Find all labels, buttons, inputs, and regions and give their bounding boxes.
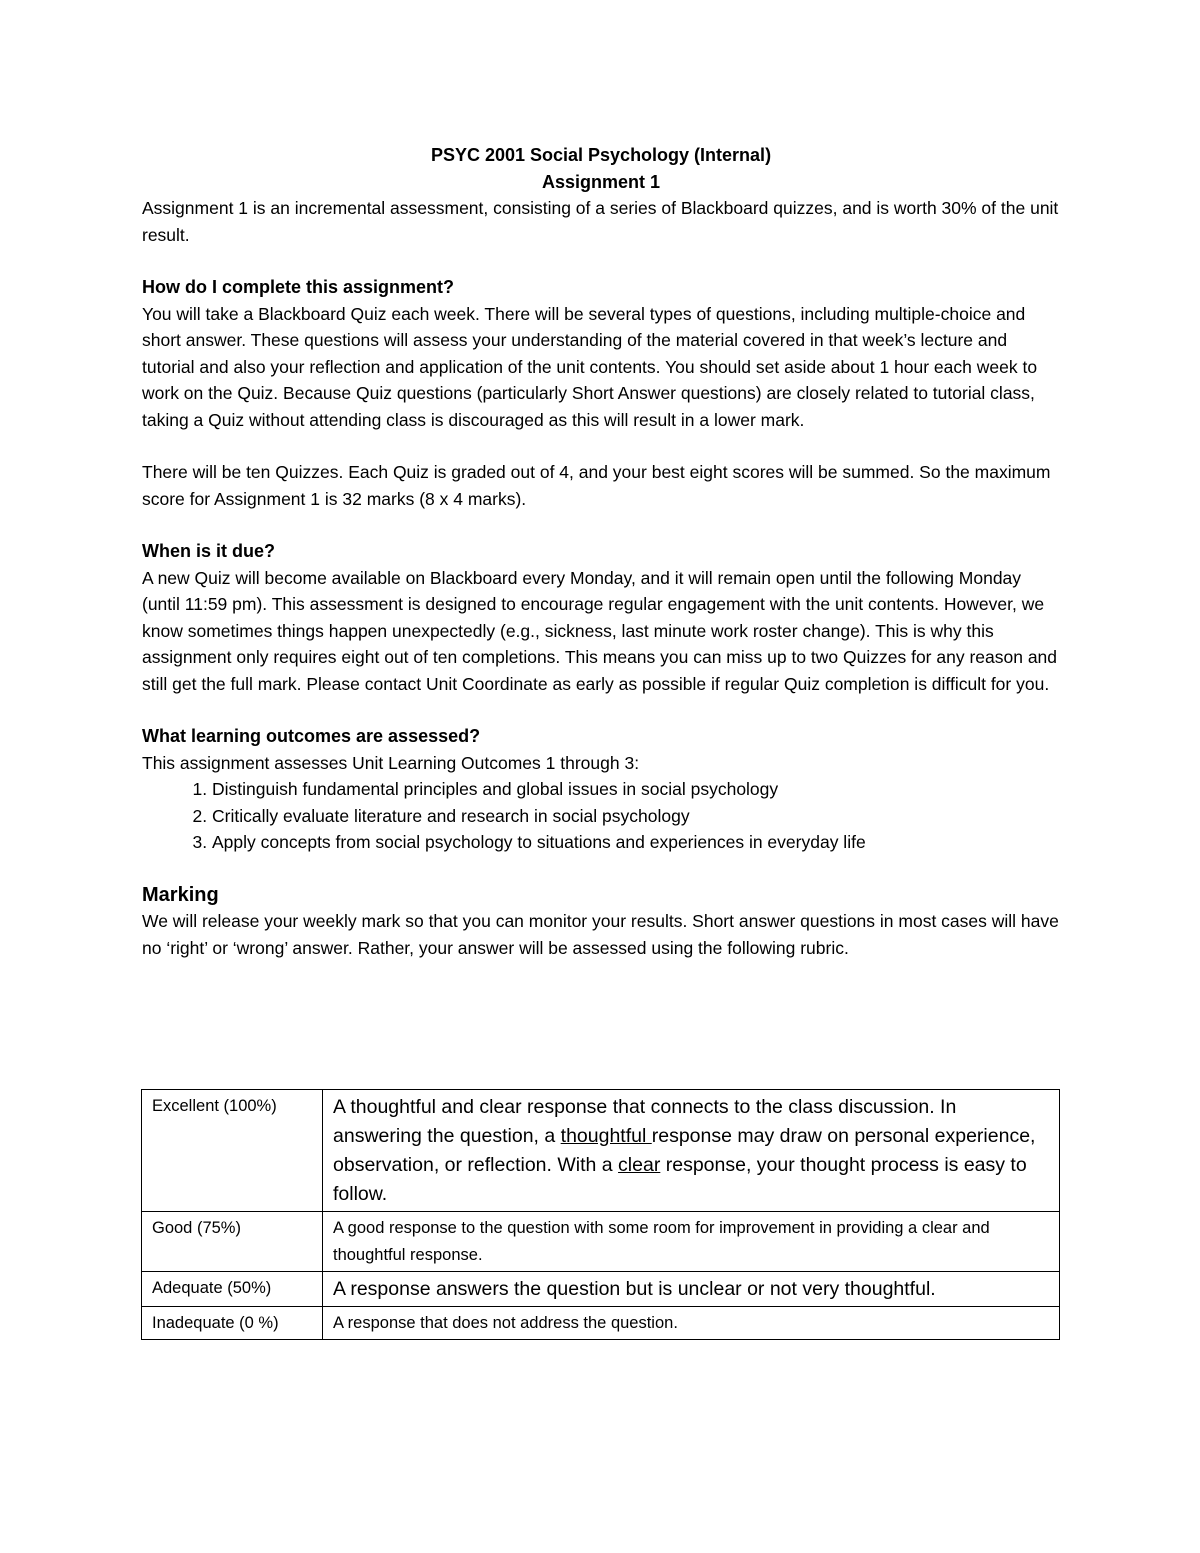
rubric-table: [141, 1089, 1060, 1340]
table-row: [142, 1272, 1060, 1307]
rubric-text: response, your thought process is easy to follow.: [333, 1154, 1027, 1205]
course-title: PSYC 2001 Social Psychology (Internal): [430, 145, 772, 165]
rubric-label: Adequate (50%): [142, 1272, 323, 1307]
due-paragraph: A new Quiz will become available on Blackboard every Monday, and it will remain open until the following Monday (until 11:59 pm). This assessment is designed to encourage regular engagement with the unit contents. However, we know sometimes things happen unexpectedly (e.g., sickness, last minute work roster change). This is why this assignment only requires eight out of ten completions. This means you can miss up to two Quizzes for any reason and still get the full mark. Please contact Unit Coordinate as early as possible if regular Quiz completion is difficult for you.: [142, 567, 1058, 694]
how-paragraph-2: There will be ten Quizzes. Each Quiz is graded out of 4, and your best eight scores will be summed. So the maximum score for Assignment 1 is 32 marks (8 x 4 marks).: [142, 462, 1051, 509]
how-paragraph-1: You will take a Blackboard Quiz each week. There will be several types of questions, including multiple-choice and short answer. These questions will assess your understanding of the material covered in that week’s lecture and tutorial and also your reflection and application of the unit contents. You should set aside about 1 hour each week to work on the Quiz. Because Quiz questions (particularly Short Answer questions) are closely related to tutorial class, taking a Quiz without attending class is discouraged as this will result in a lower mark.: [142, 303, 1038, 430]
assignment-title: Assignment 1: [541, 171, 661, 192]
marking-heading: Marking: [142, 883, 219, 906]
rubric-description: A good response to the question with some room for improvement in providing a clear and thoughtful response.: [323, 1212, 1060, 1272]
rubric-underlined-text: clear: [618, 1154, 661, 1176]
table-row: [142, 1212, 1060, 1272]
table-row: [142, 1307, 1060, 1340]
list-item: 3. Apply concepts from social psychology to situations and experiences in everyday life: [212, 829, 1060, 856]
due-heading: When is it due?: [142, 541, 275, 561]
rubric-description: A response that does not address the question.: [323, 1307, 1060, 1340]
rubric-label: Excellent (100%): [142, 1090, 323, 1212]
rubric-label: Good (75%): [142, 1212, 323, 1272]
list-item: 2. Critically evaluate literature and research in social psychology: [212, 803, 1060, 830]
rubric-underlined-text: thoughtful: [560, 1125, 652, 1147]
rubric-description: A response answers the question but is unclear or not very thoughtful.: [323, 1272, 1060, 1307]
intro-paragraph: Assignment 1 is an incremental assessment, consisting of a series of Blackboard quizzes, and is worth 30% of the unit result.: [142, 198, 1059, 245]
outcomes-intro: This assignment assesses Unit Learning Outcomes 1 through 3:: [142, 752, 640, 773]
outcomes-list: [142, 776, 1060, 856]
rubric-description: [323, 1090, 1060, 1212]
table-row: [142, 1090, 1060, 1212]
rubric-text: response may draw on personal experience, observation, or reflection. With a: [333, 1125, 1036, 1176]
marking-paragraph: We will release your weekly mark so that you can monitor your results. Short answer questions in most cases will have no ‘right’ or ‘wrong’ answer. Rather, your answer will be assessed using the following rubric.: [142, 911, 1059, 958]
how-heading: How do I complete this assignment?: [142, 277, 455, 297]
rubric-text: A thoughtful and clear response that connects to the class discussion. In answering the question, a: [333, 1096, 957, 1147]
document-page: [142, 140, 1060, 961]
outcomes-heading: What learning outcomes are assessed?: [142, 726, 481, 746]
rubric-label: Inadequate (0 %): [142, 1307, 323, 1340]
list-item: 1. Distinguish fundamental principles and global issues in social psychology: [212, 776, 1060, 803]
